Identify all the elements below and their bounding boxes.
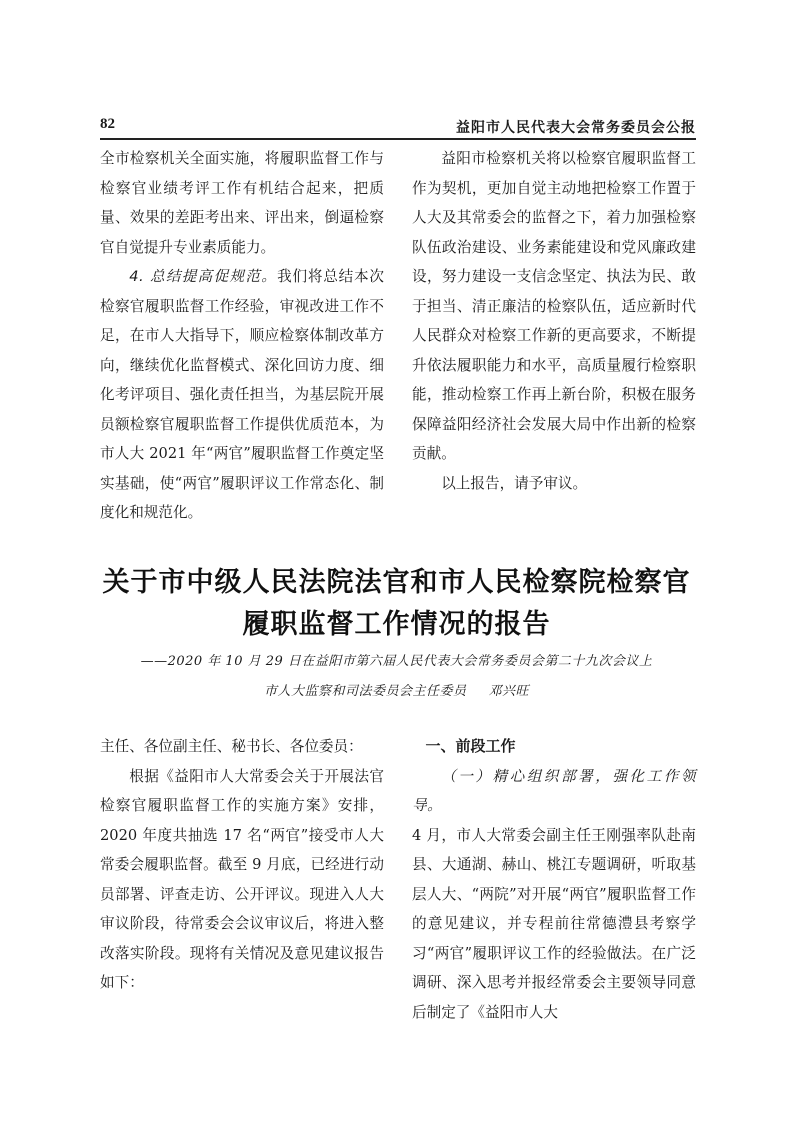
author-name: 邓兴旺 [488, 684, 530, 699]
article-author [60, 680, 733, 699]
bottom-right-column [412, 732, 696, 1027]
top-left-column [100, 144, 384, 528]
paragraph-commitment: 益阳市检察机关将以检察官履职监督工作为契机，更加自觉主动地把检察工作置于人大及其常委会的监督之下，着力加强检察队伍政治建设、业务素能建设和党风廉政建设，努力建设一支信念坚定、执法为民、敢于担当、清正廉洁的检察队伍，适应新时代人民群众对检察工作新的更高要求，不断提升依法履职能力和水平，高质量履行检察职能，推动检察工作再上新台阶，积极在服务保障益阳经济社会发展大局中作出新的检察贡献。 [412, 150, 696, 462]
closing-line: 以上报告，请予审议。 [441, 474, 588, 492]
salutation: 主任、各位副主任、秘书长、各位委员： [100, 738, 363, 755]
sub-heading: （一）精心组织部署，强化工作领导。 [412, 767, 696, 814]
paragraph-body: 我们将总结本次检察官履职监督工作经验，审视改进工作不足，在市人大指导下，顺应检察体制改革方向，继续优化监督模式、深化回访力度、细化考评项目、强化责任担当，为基层院开展员额检察官履职监督工作提供优质范本，为市人大 2021 年“两官”履职监督工作奠定坚实基础，使“两官”履职评议工作常态化、制度化和规范化。 [100, 268, 384, 521]
paragraph-summary [100, 262, 384, 528]
continued-paragraph: 全市检察机关全面实施，将履职监督工作与检察官业绩考评工作有机结合起来，把质量、效果的差距考出来、评出来，倒逼检察官自觉提升专业素质能力。 [100, 150, 384, 256]
running-header [100, 116, 696, 138]
article-title-line1: 关于市中级人民法院法官和市人民检察院检察官 [102, 567, 691, 598]
section-heading: 一、前段工作 [425, 737, 516, 755]
header-rule [100, 138, 696, 140]
article-title-line2: 履职监督工作情况的报告 [242, 609, 551, 640]
top-right-column [412, 144, 696, 498]
paragraph-lead: 4. 总结提高促规范。 [129, 268, 278, 285]
article-subtitle: ——2020 年 10 月 29 日在益阳市第六届人民代表大会常务委员会第二十九次会议上 [140, 654, 653, 669]
paragraph-work: 4 月，市人大常委会副主任王刚强率队赴南县、大通湖、赫山、桃江专题调研，听取基层人大、“两院”对开展“两官”履职监督工作的意见建议，并专程前往常德澧县考察学习“两官”履职评议工作的经验做法。在广泛调研、深入思考并报经常委会主要领导同意后制定了《益阳市人大 [412, 826, 696, 1021]
page-number: 82 [100, 116, 115, 132]
bottom-left-column [100, 732, 384, 998]
author-title: 市人大监察和司法委员会主任委员 [263, 684, 467, 699]
journal-name: 益阳市人民代表大会常务委员会公报 [456, 120, 696, 136]
paragraph-intro: 根据《益阳市人大常委会关于开展法官检察官履职监督工作的实施方案》安排， 2020 年度共抽选 17 名“两官”接受市人大常委会履职监督。截至 9 月底，已经进行动员部署、评查走访、公开评议。现进入人大审议阶段，待常委会会议审议后，将进入整改落实阶段。现将有关情况及意见建议报告如下： [100, 767, 384, 991]
